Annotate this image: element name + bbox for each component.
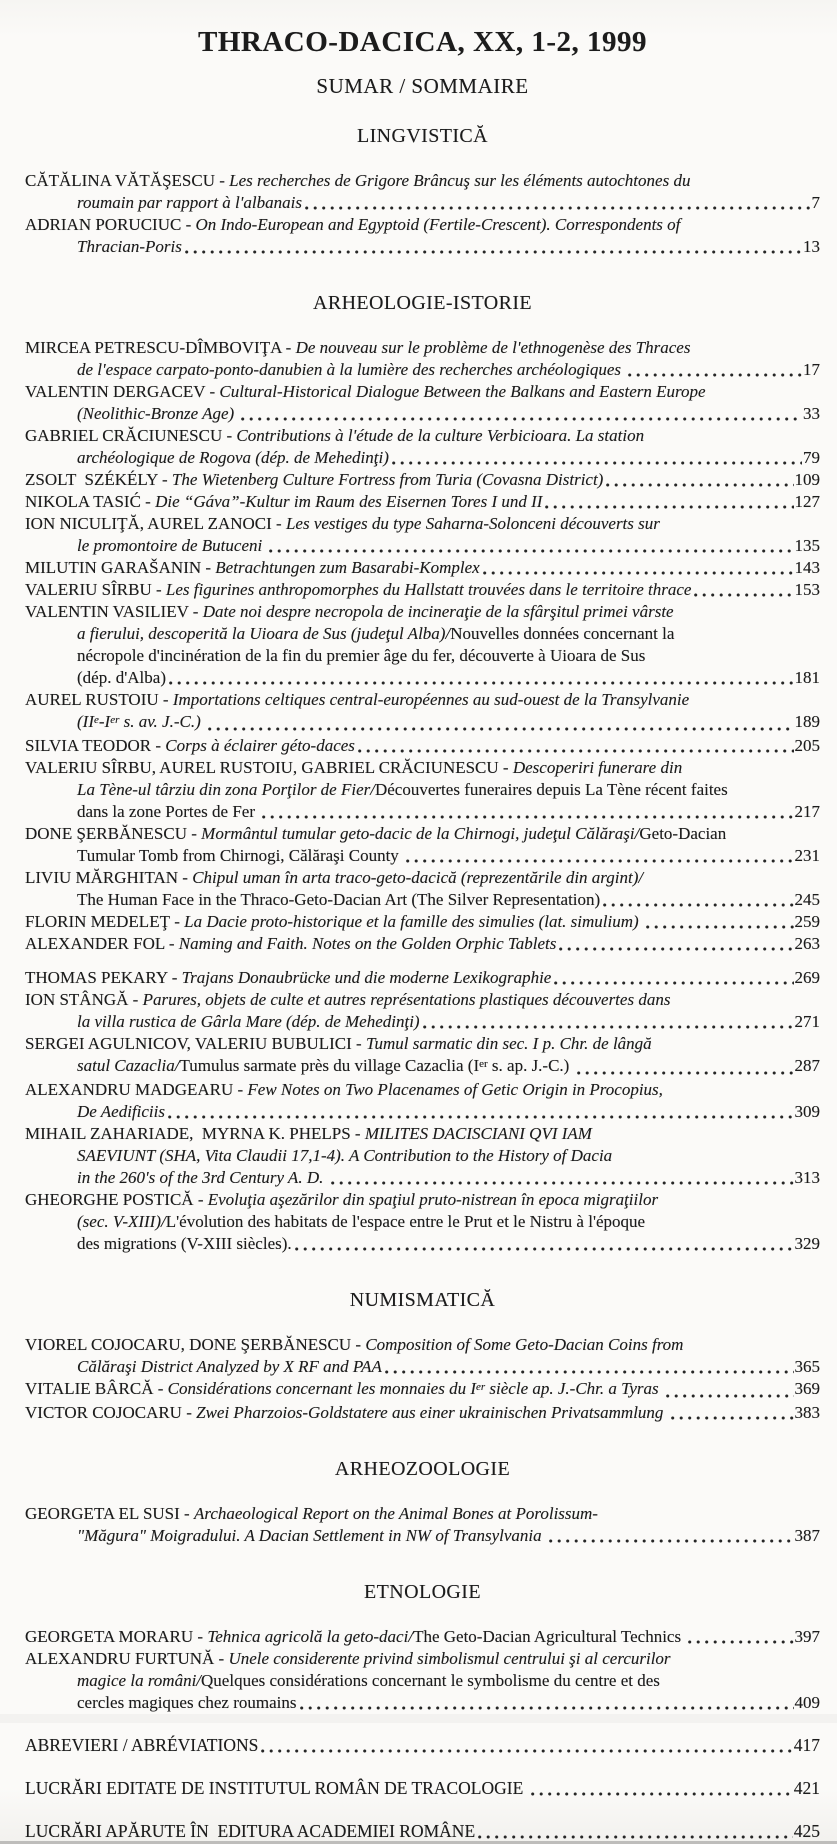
toc-entry: [25, 1648, 820, 1714]
entry-text-segment: The Geto-Dacian Agricultural Technics: [413, 1627, 682, 1646]
toc-entry: [25, 1334, 820, 1378]
entry-title-segment: e: [93, 714, 99, 726]
entry-text-segment: Découvertes funeraires depuis La Tène récent faites: [374, 780, 728, 799]
toc-entry-line: [25, 1011, 820, 1033]
toc-entry-line: [25, 1167, 820, 1189]
entry-page-number: 421: [793, 1778, 820, 1798]
entry-page-number: 33: [803, 404, 820, 423]
toc-entry-line: [25, 1189, 820, 1211]
dot-leader: [168, 1114, 794, 1120]
entry-title-segment: Unele considerente privind simbolismul centrului şi al cercurilor: [228, 1649, 671, 1668]
dot-leader: [261, 1748, 792, 1754]
entry-page-number: 397: [794, 1627, 820, 1646]
entry-author: LIVIU MĂRGHITAN -: [25, 868, 193, 887]
toc-entry: [25, 689, 820, 735]
entry-title-segment: Parures, objets de culte et autres représentations plastiques découvertes dans: [142, 990, 671, 1009]
entry-author: VALERIU SÎRBU, AUREL RUSTOIU, GABRIEL CRĂCIUNESCU -: [25, 758, 513, 777]
toc-entry-line: [25, 1525, 820, 1547]
entry-text-segment: [399, 845, 403, 867]
toc-entry-line: [25, 170, 820, 192]
dot-leader: [577, 1070, 794, 1076]
entry-title-segment: er: [476, 1381, 486, 1393]
dot-leader: [331, 1180, 794, 1186]
toc-entry: [25, 823, 820, 867]
entry-text-segment: [659, 1378, 663, 1400]
toc-entry: [25, 1503, 820, 1547]
entry-title-segment: a fierului, descoperită la Uioara de Sus (judeţul Alba)/: [77, 624, 451, 643]
entry-title-segment: "Măgura" Moigradului. A Dacian Settlement in NW of Transylvania: [77, 1526, 542, 1545]
entry-title-segment: Betrachtungen zum Basarabi-Komplex: [215, 558, 480, 577]
toc-entry-line: [25, 1334, 820, 1356]
dot-leader: [545, 504, 793, 510]
entry-title-segment: Les recherches de Grigore Brâncuş sur les éléments autochtones du: [229, 171, 691, 190]
dot-leader: [300, 1705, 794, 1711]
dot-leader: [406, 858, 793, 864]
entry-title-segment: la villa rustica de Gârla Mare (dép. de Mehedinţi): [77, 1012, 420, 1031]
scan-artifact-band: [0, 1714, 837, 1723]
toc-entry: [25, 911, 820, 933]
entry-title-segment: in the 260's of the 3rd Century A. D.: [77, 1168, 324, 1187]
toc-entry-line: [25, 711, 820, 735]
entry-title-segment: de l'espace carpato-ponto-danubien à la lumière des recherches archéologiques: [77, 360, 622, 379]
entry-title-segment: Thracian-Poris: [77, 237, 182, 256]
toc-entry-line: [25, 513, 820, 535]
toc-entry: [25, 1820, 820, 1843]
entry-title-segment: (II: [77, 712, 94, 731]
toc-entry-line: [25, 425, 820, 447]
toc-entry-line: [25, 1033, 820, 1055]
entry-title-segment: le promontoire de Butuceni: [77, 536, 263, 555]
entry-title-segment: Mormântul tumular geto-dacic de la Chirnogi, judeţul Călăraşi/: [201, 824, 640, 843]
dot-leader: [478, 1834, 793, 1840]
dot-leader: [169, 680, 794, 686]
entry-page-number: 181: [794, 668, 820, 687]
dot-leader: [483, 570, 794, 576]
toc-section: [25, 1458, 820, 1547]
dot-leader: [241, 416, 802, 422]
entry-page-number: 127: [794, 492, 820, 511]
entry-page-number: 217: [794, 802, 820, 821]
entry-page-number: 109: [794, 470, 820, 489]
dot-leader: [295, 1246, 794, 1252]
entry-author: GEORGETA EL SUSI -: [25, 1504, 194, 1523]
toc-entry: [25, 1402, 820, 1424]
entry-text-segment: [255, 801, 259, 823]
entry-text-segment: Geto-Dacian: [639, 824, 727, 843]
entry-author: VALENTIN DERGACEV -: [25, 382, 220, 401]
toc-entry-line: [25, 491, 820, 513]
toc-entry-line: [25, 757, 820, 779]
toc-entry-line: [25, 623, 820, 645]
table-of-contents: [25, 125, 820, 1843]
toc-entry-line: [25, 579, 820, 601]
toc-entry: [25, 214, 820, 258]
section-heading: LINGVISTICĂ: [356, 125, 489, 147]
entry-title-segment: Tumul sarmatic din sec. I p. Chr. de lângă: [365, 1034, 652, 1053]
dot-leader: [646, 924, 794, 930]
toc-entry-line: [25, 1233, 820, 1255]
entry-author: ZSOLT SZÉKÉLY -: [25, 470, 172, 489]
entry-title-segment: Les figurines anthropomorphes du Hallstatt trouvées dans le territoire thrace: [165, 580, 692, 599]
toc-entry-line: [25, 469, 820, 491]
entry-title-segment: Chipul uman în arta traco-geto-dacică (reprezentările din argint)/: [192, 868, 644, 887]
entry-page-number: 189: [794, 712, 820, 731]
toc-entry-line: [25, 192, 820, 214]
entry-page-number: 13: [803, 237, 820, 256]
toc-entry-line: [25, 214, 820, 236]
entry-text-segment: Quelques considérations concernant le symbolisme du centre et des: [201, 1671, 660, 1690]
toc-section: [25, 125, 820, 258]
entry-author: LUCRĂRI APĂRUTE ÎN EDITURA ACADEMIEI ROMÂNE: [25, 1821, 476, 1841]
toc-entry: [25, 579, 820, 601]
dot-leader: [559, 946, 793, 952]
entry-author: AUREL RUSTOIU -: [25, 690, 173, 709]
toc-entry-line: [25, 967, 820, 989]
entry-text-segment: [621, 359, 625, 381]
toc-entry-line: [25, 1145, 820, 1167]
dot-leader: [262, 814, 793, 820]
entry-title-segment: La Dacie proto-historique et la famille des simulies (lat. simulium): [184, 912, 639, 931]
entry-page-number: 135: [794, 536, 820, 555]
entry-title-segment: Tehnica agricolă la geto-daci/: [207, 1627, 414, 1646]
toc-entry-line: [25, 1055, 820, 1079]
entry-text-segment: [569, 1055, 573, 1077]
entry-author: ALEXANDRU FURTUNĂ -: [25, 1649, 229, 1668]
entry-author: MIRCEA PETRESCU-DÎMBOVIŢA -: [25, 338, 296, 357]
entry-title-segment: Few Notes on Two Placenames of Getic Origin in Procopius,: [247, 1080, 663, 1099]
toc-entry: [25, 170, 820, 214]
entry-title-segment: s. av. J.-C.): [119, 712, 201, 731]
entry-text-segment: [201, 711, 205, 733]
entry-page-number: 245: [794, 890, 820, 909]
entry-title-segment: Considérations concernant les monnaies du I: [167, 1379, 476, 1398]
entry-page-number: 263: [794, 934, 820, 953]
entry-text-segment: er: [479, 1058, 488, 1070]
toc-section: [25, 1289, 820, 1424]
entry-text-segment: Nouvelles données concernant la: [450, 624, 675, 643]
toc-section: [25, 1734, 820, 1843]
toc-entry-line: [25, 735, 820, 757]
toc-entry-line: [25, 1777, 820, 1800]
dot-leader: [554, 980, 793, 986]
toc-entry-line: [25, 1503, 820, 1525]
entry-text-segment: Tumulus sarmate près du village Cazaclia (I: [179, 1056, 480, 1075]
toc-entry-line: [25, 1734, 820, 1757]
entry-page-number: 329: [794, 1234, 820, 1253]
entry-title-segment: (sec. V-XIII)/: [77, 1212, 166, 1231]
toc-entry: [25, 1378, 820, 1402]
entry-text-segment: nécropole d'incinération de la fin du premier âge du fer, découverte à Uioara de Sus: [77, 646, 646, 665]
toc-entry-line: [25, 1211, 820, 1233]
entry-author: SERGEI AGULNICOV, VALERIU BUBULICI -: [25, 1034, 366, 1053]
dot-leader: [606, 482, 793, 488]
toc-entry-line: [25, 447, 820, 469]
toc-entry-line: [25, 779, 820, 801]
entry-author: GABRIEL CRĂCIUNESCU -: [25, 426, 237, 445]
entry-text-segment: [639, 911, 643, 933]
toc-entry-line: [25, 337, 820, 359]
toc-entry-line: [25, 535, 820, 557]
entry-title-segment: SAEVIUNT (SHA, Vita Claudii 17,1-4). A Contribution to the History of Dacia: [77, 1146, 613, 1165]
entry-author: CĂTĂLINA VĂTĂŞESCU -: [25, 171, 230, 190]
toc-section: [25, 1581, 820, 1714]
entry-page-number: 269: [794, 968, 820, 987]
toc-entry: [25, 1189, 820, 1255]
entry-title-segment: -I: [98, 712, 111, 731]
dot-leader: [269, 548, 793, 554]
toc-entry-line: [25, 823, 820, 845]
entry-author: THOMAS PEKARY -: [25, 968, 182, 987]
entry-title-segment: Naming and Faith. Notes on the Golden Orphic Tablets: [178, 934, 557, 953]
entry-text-segment: [681, 1626, 685, 1648]
toc-entry-line: [25, 1402, 820, 1424]
entry-title-segment: Cultural-Historical Dialogue Between the Balkans and Eastern Europe: [219, 382, 706, 401]
entry-author: LUCRĂRI EDITATE DE INSTITUTUL ROMÂN DE TRACOLOGIE: [25, 1778, 524, 1798]
dot-leader: [628, 372, 802, 378]
toc-entry: [25, 337, 820, 381]
toc-entry-line: [25, 403, 820, 425]
toc-entry: [25, 601, 820, 689]
entry-title-segment: Evoluţia aşezărilor din spaţiul pruto-nistrean în epoca migraţiilor: [207, 1190, 659, 1209]
toc-entry-line: [25, 645, 820, 667]
entry-page-number: 387: [794, 1526, 820, 1545]
toc-entry: [25, 735, 820, 757]
entry-title-segment: Importations celtiques central-européennes au sud-ouest de la Transylvanie: [172, 690, 690, 709]
toc-entry-line: [25, 1101, 820, 1123]
toc-entry-line: [25, 236, 820, 258]
entry-page-number: 369: [794, 1379, 820, 1398]
toc-entry-line: [25, 1378, 820, 1402]
toc-entry: [25, 469, 820, 491]
entry-page-number: 231: [794, 846, 820, 865]
entry-title-segment: Composition of Some Geto-Dacian Coins from: [365, 1335, 684, 1354]
entry-page-number: 153: [794, 580, 820, 599]
toc-entry: [25, 1777, 820, 1800]
toc-entry-line: [25, 557, 820, 579]
entry-author: ION NICULIŢĂ, AUREL ZANOCI -: [25, 514, 286, 533]
entry-author: FLORIN MEDELEŢ -: [25, 912, 185, 931]
entry-text-segment: [663, 1402, 667, 1424]
dot-leader: [531, 1791, 793, 1797]
toc-entry-line: [25, 1820, 820, 1843]
toc-entry: [25, 513, 820, 557]
entry-page-number: 383: [794, 1403, 820, 1422]
entry-page-number: 309: [794, 1102, 820, 1121]
toc-entry: [25, 491, 820, 513]
toc-entry-line: [25, 801, 820, 823]
section-heading: ARHEOLOGIE-ISTORIE: [312, 292, 533, 314]
dot-leader: [694, 592, 793, 598]
toc-entry-line: [25, 867, 820, 889]
entry-title-segment: archéologique de Rogova (dép. de Mehedinţi): [77, 448, 389, 467]
entry-page-number: 409: [794, 1693, 820, 1712]
entry-author: ABREVIERI / ABRÉVIATIONS: [25, 1735, 259, 1755]
dot-leader: [208, 726, 794, 732]
page-title: THRACO-DACICA, XX, 1-2, 1999: [198, 26, 647, 58]
entry-title-segment: Die “Gáva”-Kultur im Raum des Eisernen Tores I und II: [155, 492, 543, 511]
entry-author: VIOREL COJOCARU, DONE ŞERBĂNESCU -: [25, 1335, 366, 1354]
entry-title-segment: siècle ap. J.-Chr. a Tyras: [485, 1379, 659, 1398]
entry-text-segment: The Human Face in the Thraco-Geto-Dacian Art (The Silver Representation): [77, 890, 601, 909]
toc-entry-line: [25, 689, 820, 711]
entry-title-segment: De Aedificiis: [77, 1102, 165, 1121]
entry-author: ALEXANDER FOL -: [25, 934, 179, 953]
toc-entry-line: [25, 381, 820, 403]
toc-entry: [25, 1626, 820, 1648]
entry-text-segment: [234, 403, 238, 425]
entry-author: VALENTIN VASILIEV -: [25, 602, 203, 621]
entry-text-segment: des migrations (V-XIII siècles).: [77, 1234, 292, 1253]
toc-entry: [25, 1079, 820, 1123]
section-heading: ETNOLOGIE: [364, 1581, 481, 1603]
toc-section: [25, 292, 820, 1255]
entry-title-segment: La Tène-ul târziu din zona Porţilor de Fier/: [77, 780, 375, 799]
entry-text-segment: (dép. d'Alba): [77, 668, 166, 687]
entry-title-segment: er: [110, 714, 120, 726]
toc-entry: [25, 1033, 820, 1079]
entry-page-number: 425: [793, 1821, 820, 1841]
entry-page-number: 143: [794, 558, 820, 577]
toc-entry-line: [25, 1356, 820, 1378]
entry-page-number: 417: [793, 1735, 820, 1755]
entry-page-number: 259: [794, 912, 820, 931]
toc-entry-line: [25, 1123, 820, 1145]
entry-title-segment: The Wietenberg Culture Fortress from Turia (Covasna District): [171, 470, 604, 489]
dot-leader: [666, 1393, 794, 1399]
entry-title-segment: Contributions à l'étude de la culture Verbicioara. La station: [236, 426, 645, 445]
toc-entry-line: [25, 989, 820, 1011]
entry-author: ION STÂNGĂ -: [25, 990, 143, 1009]
entry-title-segment: satul Cazaclia/: [77, 1056, 180, 1075]
entry-author: GEORGETA MORARU -: [25, 1627, 208, 1646]
entry-author: VICTOR COJOCARU -: [25, 1403, 197, 1422]
dot-leader: [549, 1538, 794, 1544]
entry-title-segment: On Indo-European and Egyptoid (Fertile-Crescent). Correspondents of: [195, 215, 681, 234]
toc-entry-line: [25, 667, 820, 689]
entry-title-segment: Trajans Donaubrücke und die moderne Lexikographie: [181, 968, 552, 987]
dot-leader: [603, 902, 793, 908]
entry-text-segment: [542, 1525, 546, 1547]
entry-title-segment: Zwei Pharzoios-Goldstatere aus einer ukrainischen Privatsammlung: [196, 1403, 664, 1422]
toc-entry: [25, 867, 820, 911]
entry-title-segment: roumain par rapport à l'albanais: [77, 193, 302, 212]
entry-author: NIKOLA TASIĆ -: [25, 492, 156, 511]
toc-entry: [25, 425, 820, 469]
entry-author: DONE ŞERBĂNESCU -: [25, 824, 202, 843]
entry-text-segment: [262, 535, 266, 557]
toc-entry: [25, 967, 820, 989]
dot-leader: [305, 205, 811, 211]
toc-entry-line: [25, 1692, 820, 1714]
toc-entry: [25, 557, 820, 579]
toc-entry-line: [25, 359, 820, 381]
toc-entry: [25, 757, 820, 823]
entry-text-segment: [323, 1167, 327, 1189]
dot-leader: [688, 1639, 793, 1645]
toc-entry: [25, 933, 820, 955]
toc-entry: [25, 1123, 820, 1189]
entry-text-segment: s. ap. J.-C.): [487, 1056, 570, 1075]
page-subtitle: SUMAR / SOMMAIRE: [316, 74, 529, 98]
entry-title-segment: Călăraşi District Analyzed by X RF and PAA: [77, 1357, 382, 1376]
entry-title-segment: Date noi despre necropola de incineraţie de la sfârşitul primei vârste: [202, 602, 674, 621]
entry-page-number: 271: [794, 1012, 820, 1031]
dot-leader: [385, 1369, 794, 1375]
entry-text-segment: cercles magiques chez roumains: [77, 1693, 297, 1712]
toc-entry-line: [25, 911, 820, 933]
entry-page-number: 313: [794, 1168, 820, 1187]
dot-leader: [423, 1024, 794, 1030]
entry-text-segment: [523, 1777, 527, 1800]
entry-text-segment: L'évolution des habitats de l'espace entre le Prut et le Nistru à l'époque: [165, 1212, 646, 1231]
toc-entry: [25, 989, 820, 1033]
entry-author: MIHAIL ZAHARIADE, MYRNA K. PHELPS -: [25, 1124, 365, 1143]
dot-leader: [671, 1415, 794, 1421]
entry-page-number: 205: [794, 736, 820, 755]
toc-entry: [25, 1734, 820, 1757]
dot-leader: [392, 460, 802, 466]
entry-title-segment: De nouveau sur le problème de l'ethnogenèse des Thraces: [295, 338, 691, 357]
toc-entry-line: [25, 845, 820, 867]
entry-author: VALERIU SÎRBU -: [25, 580, 166, 599]
toc-entry-line: [25, 1670, 820, 1692]
entry-author: VITALIE BÂRCĂ -: [25, 1379, 168, 1398]
entry-author: ADRIAN PORUCIUC -: [25, 215, 196, 234]
entry-title-segment: Archaeological Report on the Animal Bones at Porolissum-: [193, 1504, 598, 1523]
entry-author: MILUTIN GARAŠANIN -: [25, 558, 216, 577]
entry-page-number: 79: [803, 448, 820, 467]
entry-title-segment: Les vestiges du type Saharna-Solonceni découverts sur: [285, 514, 660, 533]
entry-text-segment: Tumular Tomb from Chirnogi, Călăraşi County: [77, 846, 399, 865]
entry-title-segment: MILITES DACISCIANI QVI IAM: [364, 1124, 592, 1143]
entry-page-number: 17: [803, 360, 820, 379]
entry-page-number: 7: [811, 193, 820, 212]
entry-author: ALEXANDRU MADGEARU -: [25, 1080, 248, 1099]
toc-entry-line: [25, 1626, 820, 1648]
entry-author: GHEORGHE POSTICĂ -: [25, 1190, 208, 1209]
entry-title-segment: Descoperiri funerare din: [512, 758, 683, 777]
entry-title-segment: magice la români/: [77, 1671, 202, 1690]
section-heading: ARHEOZOOLOGIE: [334, 1458, 511, 1480]
section-heading: NUMISMATICĂ: [349, 1289, 496, 1311]
dot-leader: [358, 748, 794, 754]
toc-entry-line: [25, 933, 820, 955]
entry-title-segment: Corps à éclairer géto-daces: [165, 736, 355, 755]
entry-page-number: 287: [794, 1056, 820, 1075]
entry-title-segment: (Neolithic-Bronze Age): [77, 404, 235, 423]
entry-text-segment: dans la zone Portes de Fer: [77, 802, 255, 821]
entry-author: SILVIA TEODOR -: [25, 736, 166, 755]
dot-leader: [185, 249, 802, 255]
toc-entry-line: [25, 1648, 820, 1670]
toc-entry: [25, 381, 820, 425]
toc-entry-line: [25, 889, 820, 911]
toc-entry-line: [25, 601, 820, 623]
entry-page-number: 365: [794, 1357, 820, 1376]
toc-entry-line: [25, 1079, 820, 1101]
